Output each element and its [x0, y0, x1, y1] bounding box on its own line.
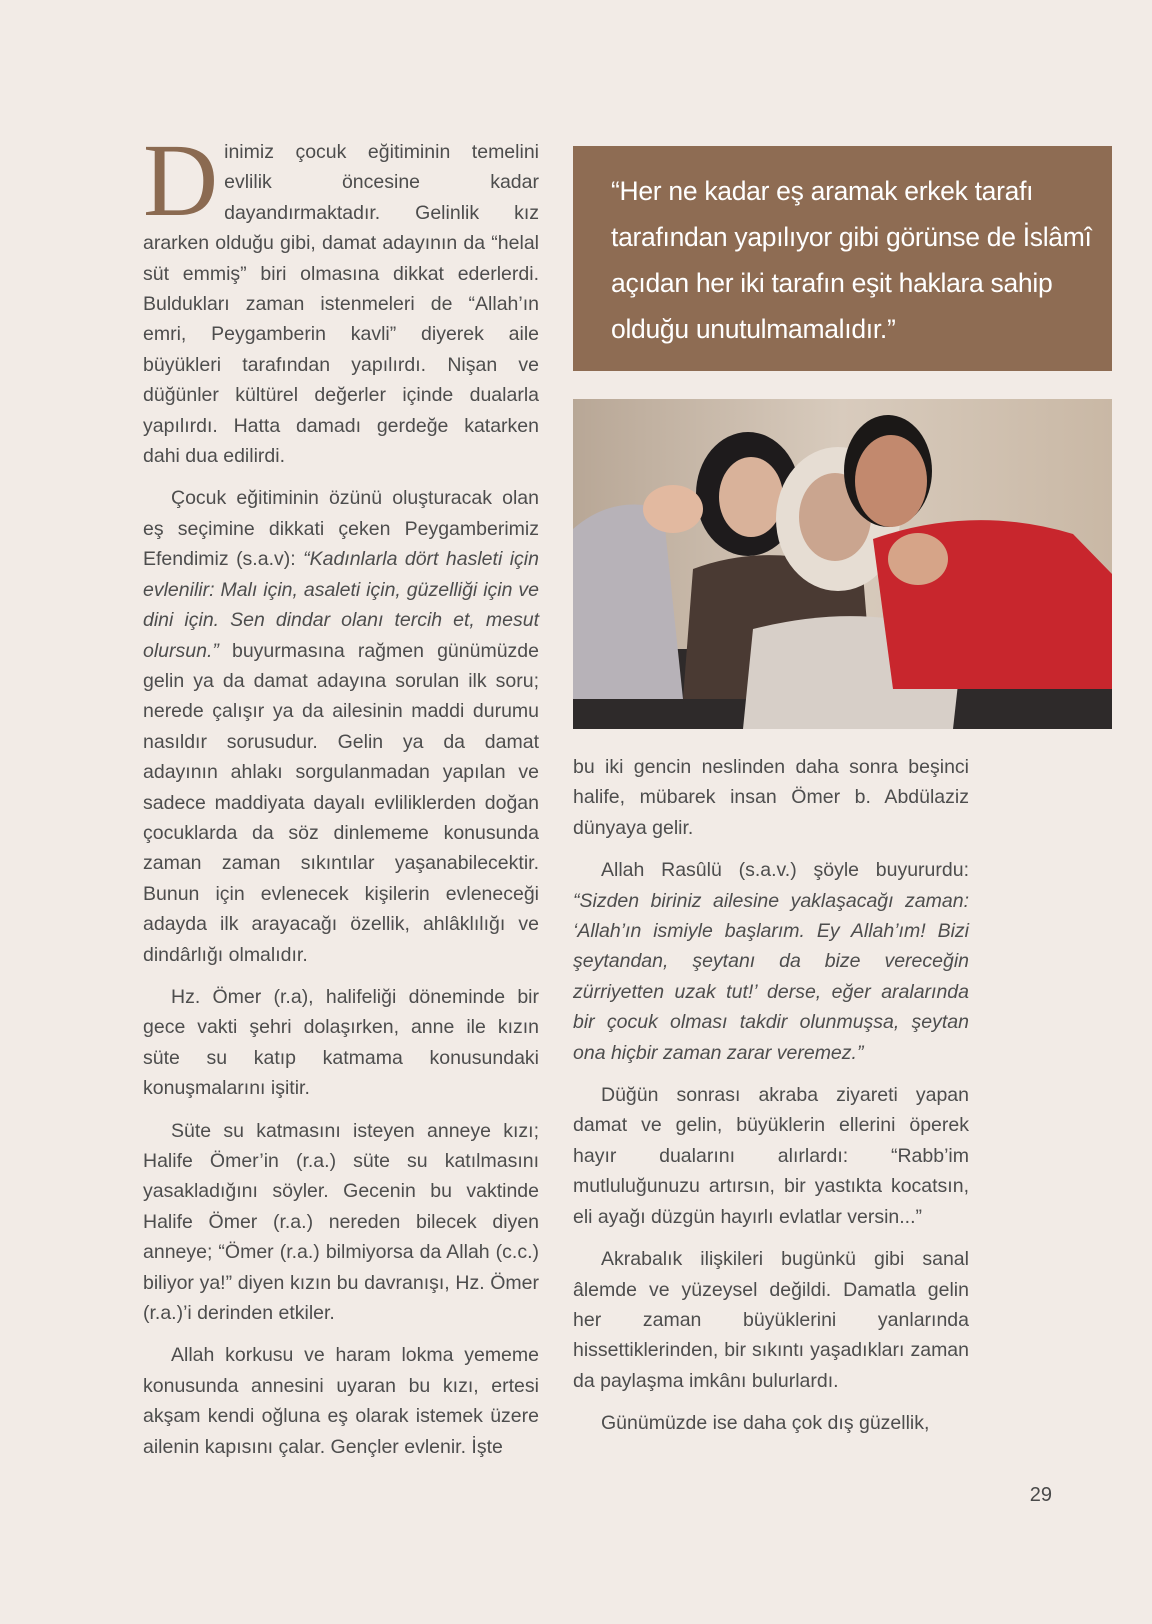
- dropcap-letter: D: [143, 123, 219, 238]
- intro-paragraph-text: inimiz çocuk eğitiminin temelini evlilik öncesine kadar dayandırmaktadır. Gelinlik kız ararken olduğu gibi, damat adayının da “helal süt emmiş” biri olmasına dikkat ederlerdi. Buldukları zaman istenmeleri de “Allah’ın emri, Peygamberin kavli” diyerek aile büyükleri tarafından yapılırdı. Nişan ve düğünler kültürel değerler içinde dualarla yapılırdı. Hatta damadı gerdeğe katarken dahi dua edilirdi.: [143, 141, 539, 468]
- intro-paragraph: [143, 123, 539, 471]
- left-text-column: [143, 123, 539, 1474]
- family-photo: [573, 399, 1112, 729]
- right-text-column: [573, 752, 969, 1451]
- hadith-paragraph: [143, 483, 539, 970]
- hadith-quote: “Kadınlarla dört hasleti için evlenilir: Malı için, asaleti için, güzelliği için ve dini için. Sen dindar olanı tercih et, mesut olursun.”: [143, 548, 539, 662]
- hadith-commentary: buyurmasına rağmen günümüzde gelin ya da damat adayına sorulan ilk soru; nerede çalışır ya da ailesinin maddi durumu nasıldır sorusudur. Gelin ya da damat adayının ahlakı sorgulanmadan yapılan ve sadece maddiyata dayalı evliliklerden doğan çocuklarda da söz dinlememe konusunda zaman zaman sıkıntılar yaşanabilecektir. Bunun için evlenecek kişilerin evleneceği adayda ilk arayacağı özellik, ahlâklılığı ve dindârlığı olmalıdır.: [143, 639, 539, 966]
- continuation-paragraph: bu iki gencin neslinden daha sonra beşinci halife, mübarek insan Ömer b. Abdülaziz dünyaya gelir.: [573, 756, 969, 839]
- milk-story-paragraph: Süte su katmasını isteyen anneye kızı; Halife Ömer’in (r.a.) süte su katılmasını yasakladığını söyler. Gecenin bu vaktinde Halife Ömer (r.a.) nereden bilecek diyen anneye; “Ömer (r.a.) bilmiyorsa da Allah (c.c.) biliyor ya!” diyen kızın bu davranışı, Hz. Ömer (r.a.)’i derinden etkiler.: [143, 1119, 539, 1325]
- prophet-saying-intro: Allah Rasûlü (s.a.v.) şöyle buyururdu:: [601, 859, 969, 882]
- marriage-story-paragraph: Allah korkusu ve haram lokma yememe konusunda annesini uyaran bu kızı, ertesi akşam kendi oğluna eş olarak istemek üzere ailenin kapısını çalar. Gençler evlenir. İşte: [143, 1344, 539, 1458]
- pull-quote-box: [573, 146, 1112, 371]
- omer-story-paragraph: Hz. Ömer (r.a), halifeliği döneminde bir gece vakti şehri dolaşırken, anne ile kızın süte su katıp katmama konusundaki konuşmalarını işitir.: [143, 985, 539, 1100]
- page-number: 29: [1029, 1484, 1052, 1506]
- prophet-saying-paragraph: [573, 855, 969, 1068]
- prophet-saying-quote: “Sizden biriniz ailesine yaklaşacağı zaman: ‘Allah’ın ismiyle başlarım. Ey Allah’ım! Bizi şeytandan, şeytanı da bize vereceğin zürriyetten uzak tut!’ derse, eğer aralarında bir çocuk olması takdir olunmuşsa, şeytan ona hiçbir zaman zarar veremez.”: [573, 889, 969, 1064]
- hadith-intro: Çocuk eğitiminin özünü oluşturacak olan eş seçimine dikkati çeken Peygamberimiz Efendimiz (s.a.v):: [143, 487, 539, 571]
- pull-quote-text: “Her ne kadar eş aramak erkek tarafı tarafından yapılıyor gibi görünse de İslâmî açıdan her iki tarafın eşit haklara sahip olduğu unutulmamalıdır.”: [611, 176, 1092, 344]
- kinship-paragraph: Akrabalık ilişkileri bugünkü gibi sanal âlemde ve yüzeysel değildi. Damatla gelin her zaman büyüklerini yanlarında hissettiklerinden, bir sıkıntı yaşadıkları zaman da paylaşma imkânı bulurlardı.: [573, 1248, 969, 1392]
- today-paragraph: Günümüzde ise daha çok dış güzellik,: [601, 1412, 930, 1435]
- wedding-visit-paragraph: Düğün sonrası akraba ziyareti yapan damat ve gelin, büyüklerin ellerini öperek hayır dualarını alırlardı: “Rabb’im mutluluğunuzu artırsın, bir yastıkta kocatsın, eli ayağı düzgün hayırlı evlatlar versin...”: [573, 1084, 969, 1228]
